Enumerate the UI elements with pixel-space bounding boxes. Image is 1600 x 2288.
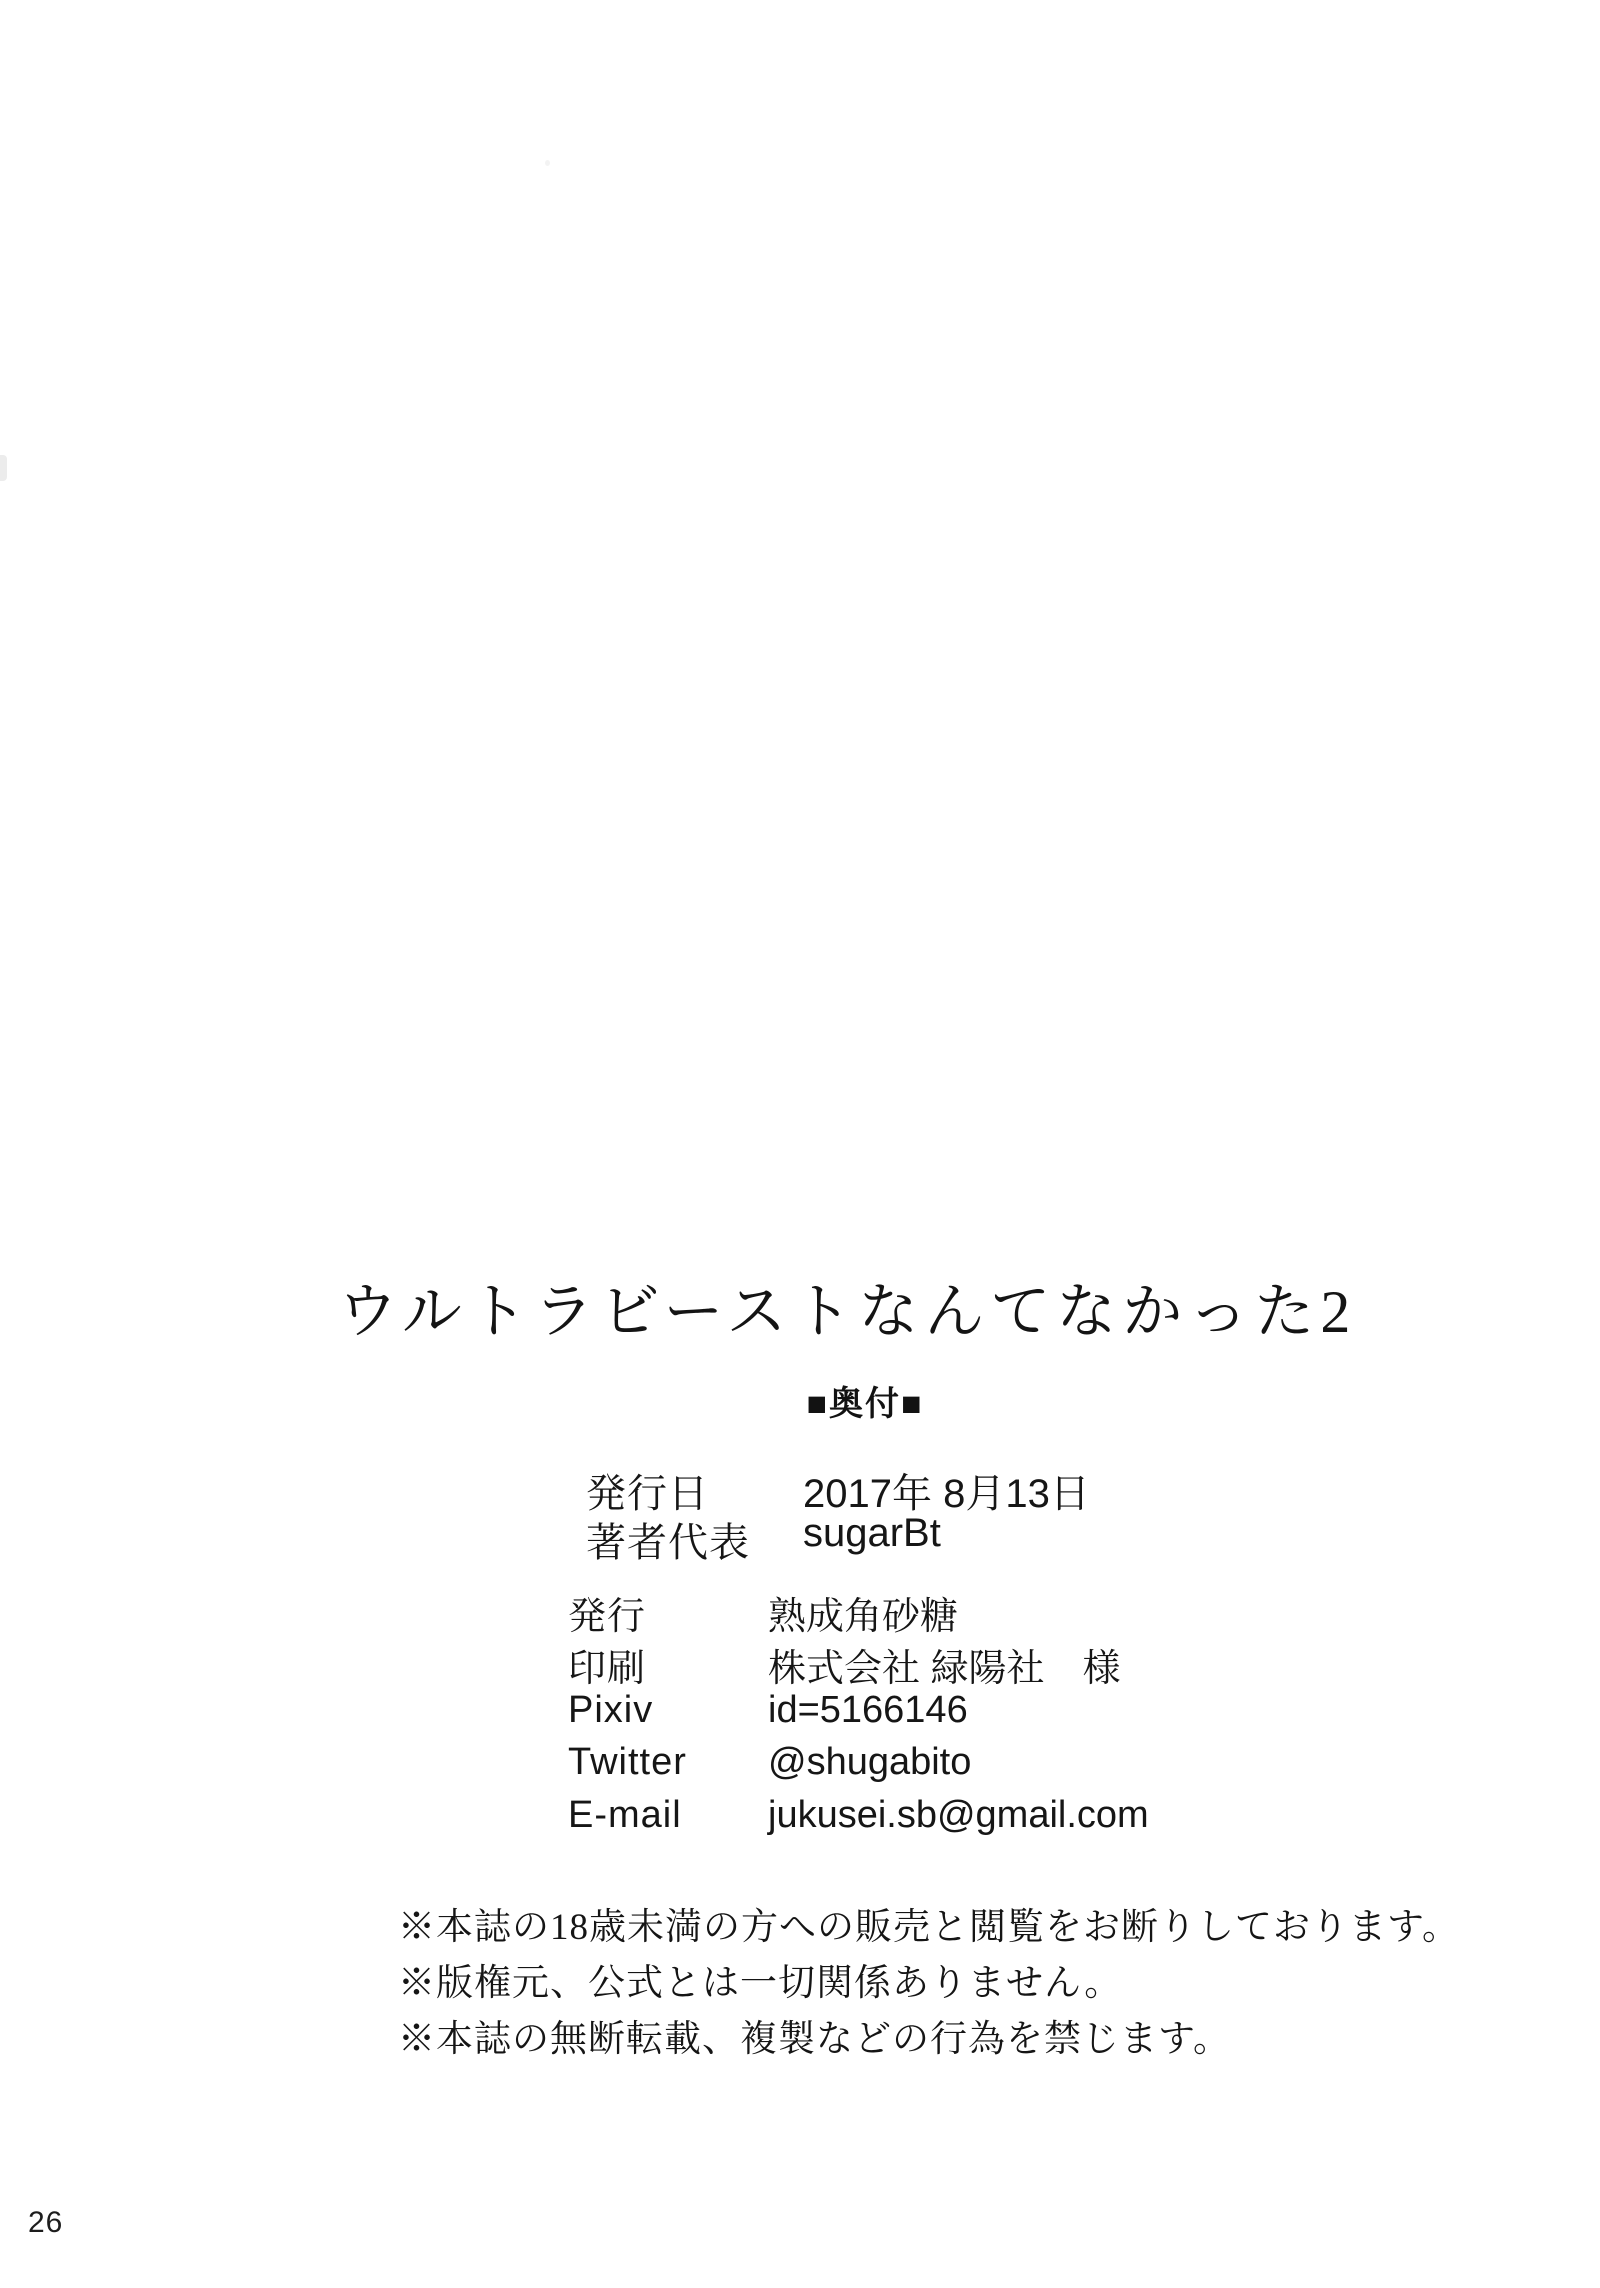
author-value: sugarBt	[803, 1511, 941, 1555]
scan-artifact-speck	[545, 160, 550, 166]
colophon-row-pixiv	[0, 1689, 1600, 1741]
colophon-row-email	[0, 1794, 1600, 1846]
colophon-row-publisher	[0, 1585, 1600, 1637]
page-number: 26	[28, 2206, 64, 2239]
pixiv-id-value: id=5166146	[768, 1689, 968, 1731]
book-title: ウルトラビーストなんてなかった2	[337, 1279, 1357, 1346]
printer-label: 印刷	[568, 1648, 647, 1690]
colophon-section-header: ■奥付■	[806, 1385, 924, 1423]
pixiv-label: Pixiv	[568, 1689, 654, 1731]
colophon-row-author	[0, 1511, 1600, 1563]
colophon-row-issue-date	[0, 1462, 1600, 1514]
publisher-label: 発行	[568, 1596, 647, 1638]
notice-no-reproduction: ※本誌の無断転載、複製などの行為を禁じます。	[398, 2019, 1232, 2060]
publisher-value: 熟成角砂糖	[768, 1596, 959, 1638]
notice-unofficial: ※版権元、公式とは一切関係ありません。	[398, 1963, 1123, 2004]
author-label: 著者代表	[586, 1521, 750, 1565]
printer-value: 株式会社 緑陽社 様	[768, 1648, 1121, 1690]
issue-date-value: 2017年 8月13日	[803, 1472, 1090, 1516]
colophon-row-printer	[0, 1637, 1600, 1689]
email-address-value: jukusei.sb@gmail.com	[768, 1794, 1149, 1836]
issue-date-label: 発行日	[586, 1472, 709, 1516]
notice-age-restriction: ※本誌の18歳未満の方への販売と閲覧をお断りしております。	[398, 1907, 1461, 1948]
scan-artifact-edge-smudge	[0, 455, 7, 481]
email-label: E-mail	[568, 1794, 682, 1836]
twitter-handle-value: @shugabito	[768, 1741, 972, 1783]
colophon-row-twitter	[0, 1741, 1600, 1793]
twitter-label: Twitter	[568, 1741, 687, 1783]
